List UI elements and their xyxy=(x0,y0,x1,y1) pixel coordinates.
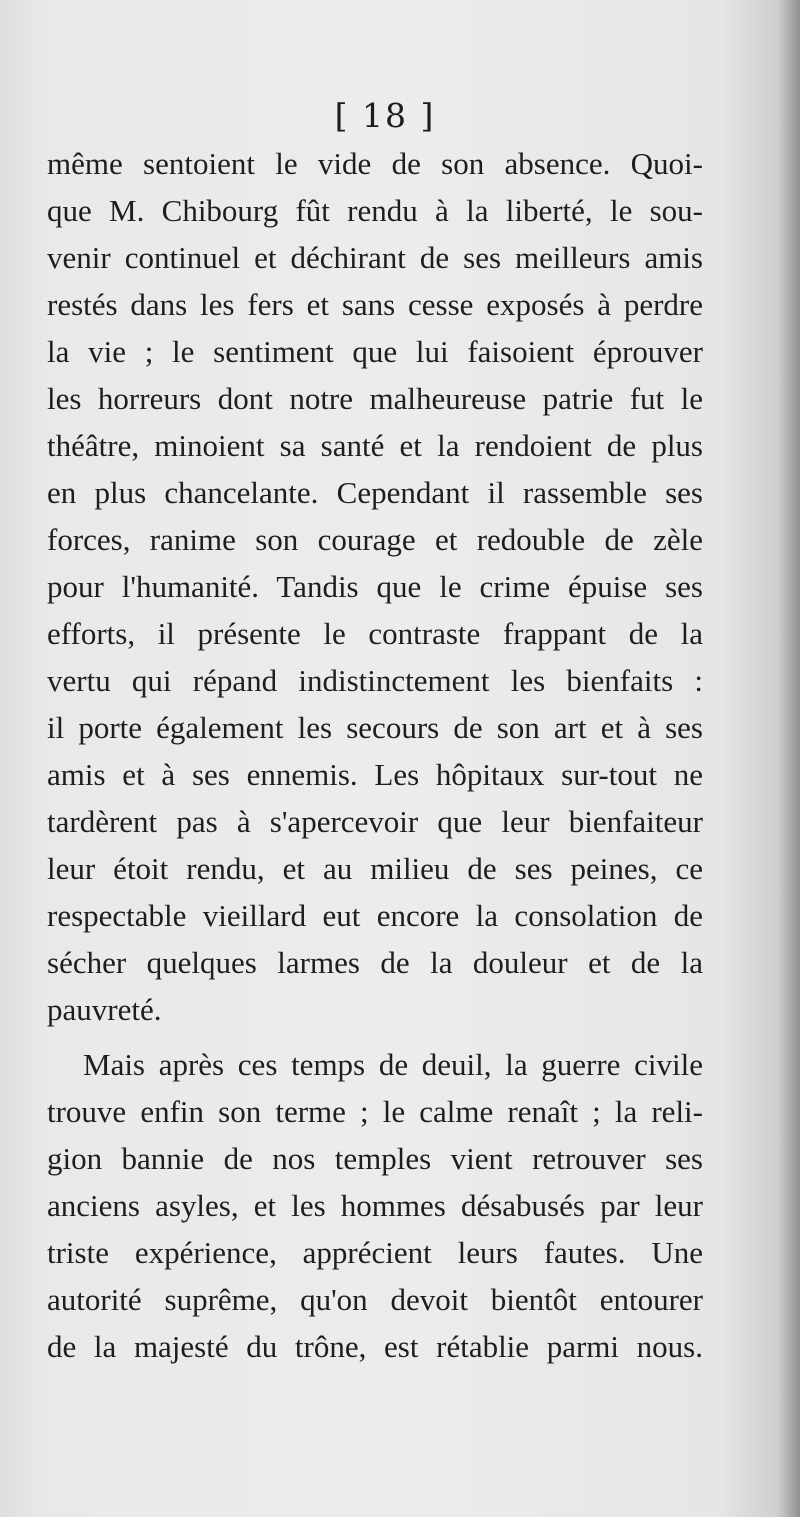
text-line: que M. Chibourg fût rendu à la liberté, le sou- xyxy=(47,193,703,228)
text-line: pauvreté. xyxy=(47,992,162,1027)
text-line: trouve enfin son terme ; le calme renaît ; la reli- xyxy=(47,1094,703,1129)
text-line: la vie ; le sentiment que lui faisoient éprouver xyxy=(47,334,703,369)
text-line: en plus chancelante. Cependant il rassemble ses xyxy=(47,475,703,510)
text-line: gion bannie de nos temples vient retrouver ses xyxy=(47,1141,703,1176)
text-line: efforts, il présente le contraste frappant de la xyxy=(47,616,703,651)
text-line: venir continuel et déchirant de ses meilleurs amis xyxy=(47,240,703,275)
text-line: pour l'humanité. Tandis que le crime épuise ses xyxy=(47,569,703,604)
text-line: tardèrent pas à s'apercevoir que leur bienfaiteur xyxy=(47,804,703,839)
text-line: Mais après ces temps de deuil, la guerre civile xyxy=(83,1047,703,1082)
paragraph-2 xyxy=(47,1041,703,1370)
paragraph-spacer xyxy=(47,1033,703,1041)
text-line: restés dans les fers et sans cesse exposés à perdre xyxy=(47,287,703,322)
page-gutter-shadow xyxy=(778,0,800,1517)
text-line: autorité suprême, qu'on devoit bientôt entourer xyxy=(47,1282,703,1317)
page-body-text xyxy=(47,140,703,1370)
text-line: sécher quelques larmes de la douleur et de la xyxy=(47,945,703,980)
paragraph-1 xyxy=(47,140,703,1033)
text-line: il porte également les secours de son art et à ses xyxy=(47,710,703,745)
text-line: vertu qui répand indistinctement les bienfaits : xyxy=(47,663,703,698)
text-line: théâtre, minoient sa santé et la rendoient de plus xyxy=(47,428,703,463)
text-line: de la majesté du trône, est rétablie parmi nous. xyxy=(47,1329,703,1364)
text-line: anciens asyles, et les hommes désabusés par leur xyxy=(47,1188,703,1223)
page-number: [ 18 ] xyxy=(334,96,436,135)
text-line: leur étoit rendu, et au milieu de ses peines, ce xyxy=(47,851,703,886)
text-line: même sentoient le vide de son absence. Quoi- xyxy=(47,146,703,181)
text-line: les horreurs dont notre malheureuse patrie fut le xyxy=(47,381,703,416)
text-line: respectable vieillard eut encore la consolation de xyxy=(47,898,703,933)
text-line: amis et à ses ennemis. Les hôpitaux sur-tout ne xyxy=(47,757,703,792)
text-line: forces, ranime son courage et redouble de zèle xyxy=(47,522,703,557)
text-line: triste expérience, apprécient leurs fautes. Une xyxy=(47,1235,703,1270)
